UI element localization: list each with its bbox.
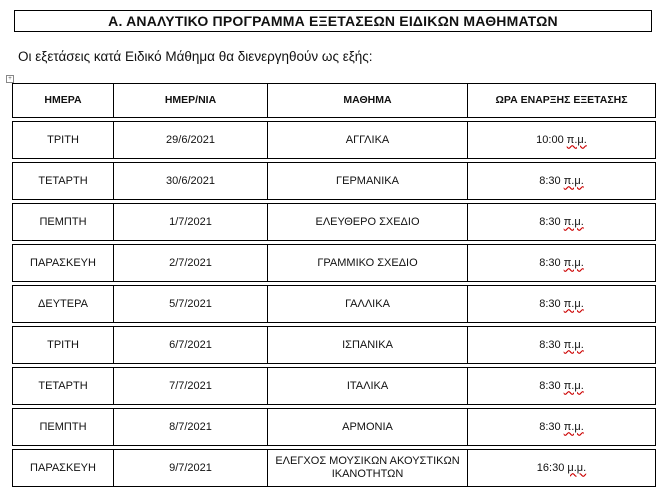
cell-subject: ΙΣΠΑΝΙΚΑ: [268, 327, 468, 364]
cell-subject: ΙΤΑΛΙΚΑ: [268, 368, 468, 405]
time-value: 8:30: [539, 256, 561, 269]
time-unit: π.μ.: [563, 420, 584, 433]
time-value: 8:30: [539, 297, 561, 310]
time-unit: π.μ.: [566, 133, 587, 146]
cell-date: 9/7/2021: [114, 450, 268, 487]
page-title: [14, 10, 652, 32]
time-value: 8:30: [539, 215, 561, 228]
table-row: [13, 286, 656, 323]
table-row: [13, 409, 656, 446]
cell-subject: ΓΡΑΜΜΙΚΟ ΣΧΕΔΙΟ: [268, 245, 468, 282]
time-unit: π.μ.: [563, 215, 584, 228]
cell-time: [468, 450, 656, 487]
cell-day: ΤΡΙΤΗ: [13, 122, 114, 159]
cell-time: [468, 163, 656, 200]
cell-time: [468, 368, 656, 405]
cell-subject: ΓΕΡΜΑΝΙΚΑ: [268, 163, 468, 200]
cell-subject: ΕΛΕΥΘΕΡΟ ΣΧΕΔΙΟ: [268, 204, 468, 241]
cell-date: 29/6/2021: [114, 122, 268, 159]
time-value: 8:30: [539, 379, 561, 392]
time-value: 8:30: [539, 174, 561, 187]
cell-day: ΠΑΡΑΣΚΕΥΗ: [13, 245, 114, 282]
cell-time: [468, 245, 656, 282]
table-row: [13, 450, 656, 487]
cell-time: [468, 327, 656, 364]
exam-schedule-table: [12, 83, 656, 487]
cell-day: ΤΕΤΑΡΤΗ: [13, 163, 114, 200]
page-title-text: Α. ΑΝΑΛΥΤΙΚΟ ΠΡΟΓΡΑΜΜΑ ΕΞΕΤΑΣΕΩΝ ΕΙΔΙΚΩΝ ΜΑΘΗΜΑΤΩΝ: [108, 13, 558, 29]
header-day: ΗΜΕΡΑ: [13, 84, 114, 118]
table-row: [13, 327, 656, 364]
time-unit: π.μ.: [563, 174, 584, 187]
cell-day: ΤΡΙΤΗ: [13, 327, 114, 364]
cell-time: [468, 409, 656, 446]
table-row: [13, 204, 656, 241]
cell-time: [468, 286, 656, 323]
cell-subject: ΑΓΓΛΙΚΑ: [268, 122, 468, 159]
intro-text: Οι εξετάσεις κατά Ειδικό Μάθημα θα διενεργηθούν ως εξής:: [18, 49, 373, 64]
cell-day: ΤΕΤΑΡΤΗ: [13, 368, 114, 405]
cell-date: 6/7/2021: [114, 327, 268, 364]
time-unit: π.μ.: [563, 256, 584, 269]
cell-subject: ΑΡΜΟΝΙΑ: [268, 409, 468, 446]
time-unit: π.μ.: [563, 338, 584, 351]
cell-date: 7/7/2021: [114, 368, 268, 405]
time-unit: π.μ.: [563, 297, 584, 310]
table-row: [13, 368, 656, 405]
cell-date: 5/7/2021: [114, 286, 268, 323]
cell-date: 2/7/2021: [114, 245, 268, 282]
cell-time: [468, 122, 656, 159]
table-header-row: [13, 84, 656, 118]
header-date: ΗΜΕΡ/ΝΙΑ: [114, 84, 268, 118]
table-row: [13, 245, 656, 282]
header-subject: ΜΑΘΗΜΑ: [268, 84, 468, 118]
cell-date: 30/6/2021: [114, 163, 268, 200]
table-row: [13, 163, 656, 200]
table-move-handle-icon[interactable]: +: [6, 75, 14, 83]
cell-time: [468, 204, 656, 241]
time-value: 10:00: [536, 133, 564, 146]
time-unit: π.μ.: [563, 379, 584, 392]
cell-date: 8/7/2021: [114, 409, 268, 446]
header-start-time: ΩΡΑ ΕΝΑΡΞΗΣ ΕΞΕΤΑΣΗΣ: [468, 84, 656, 118]
cell-subject: ΓΑΛΛΙΚΑ: [268, 286, 468, 323]
table-row: [13, 122, 656, 159]
time-value: 16:30: [536, 461, 565, 474]
time-value: 8:30: [539, 338, 561, 351]
time-unit: μ.μ.: [567, 461, 587, 474]
cell-day: ΠΕΜΠΤΗ: [13, 409, 114, 446]
cell-day: ΠΑΡΑΣΚΕΥΗ: [13, 450, 114, 487]
time-value: 8:30: [539, 420, 561, 433]
cell-day: ΔΕΥΤΕΡΑ: [13, 286, 114, 323]
cell-day: ΠΕΜΠΤΗ: [13, 204, 114, 241]
cell-subject: ΕΛΕΓΧΟΣ ΜΟΥΣΙΚΩΝ ΑΚΟΥΣΤΙΚΩΝ ΙΚΑΝΟΤΗΤΩΝ: [268, 450, 468, 487]
cell-date: 1/7/2021: [114, 204, 268, 241]
